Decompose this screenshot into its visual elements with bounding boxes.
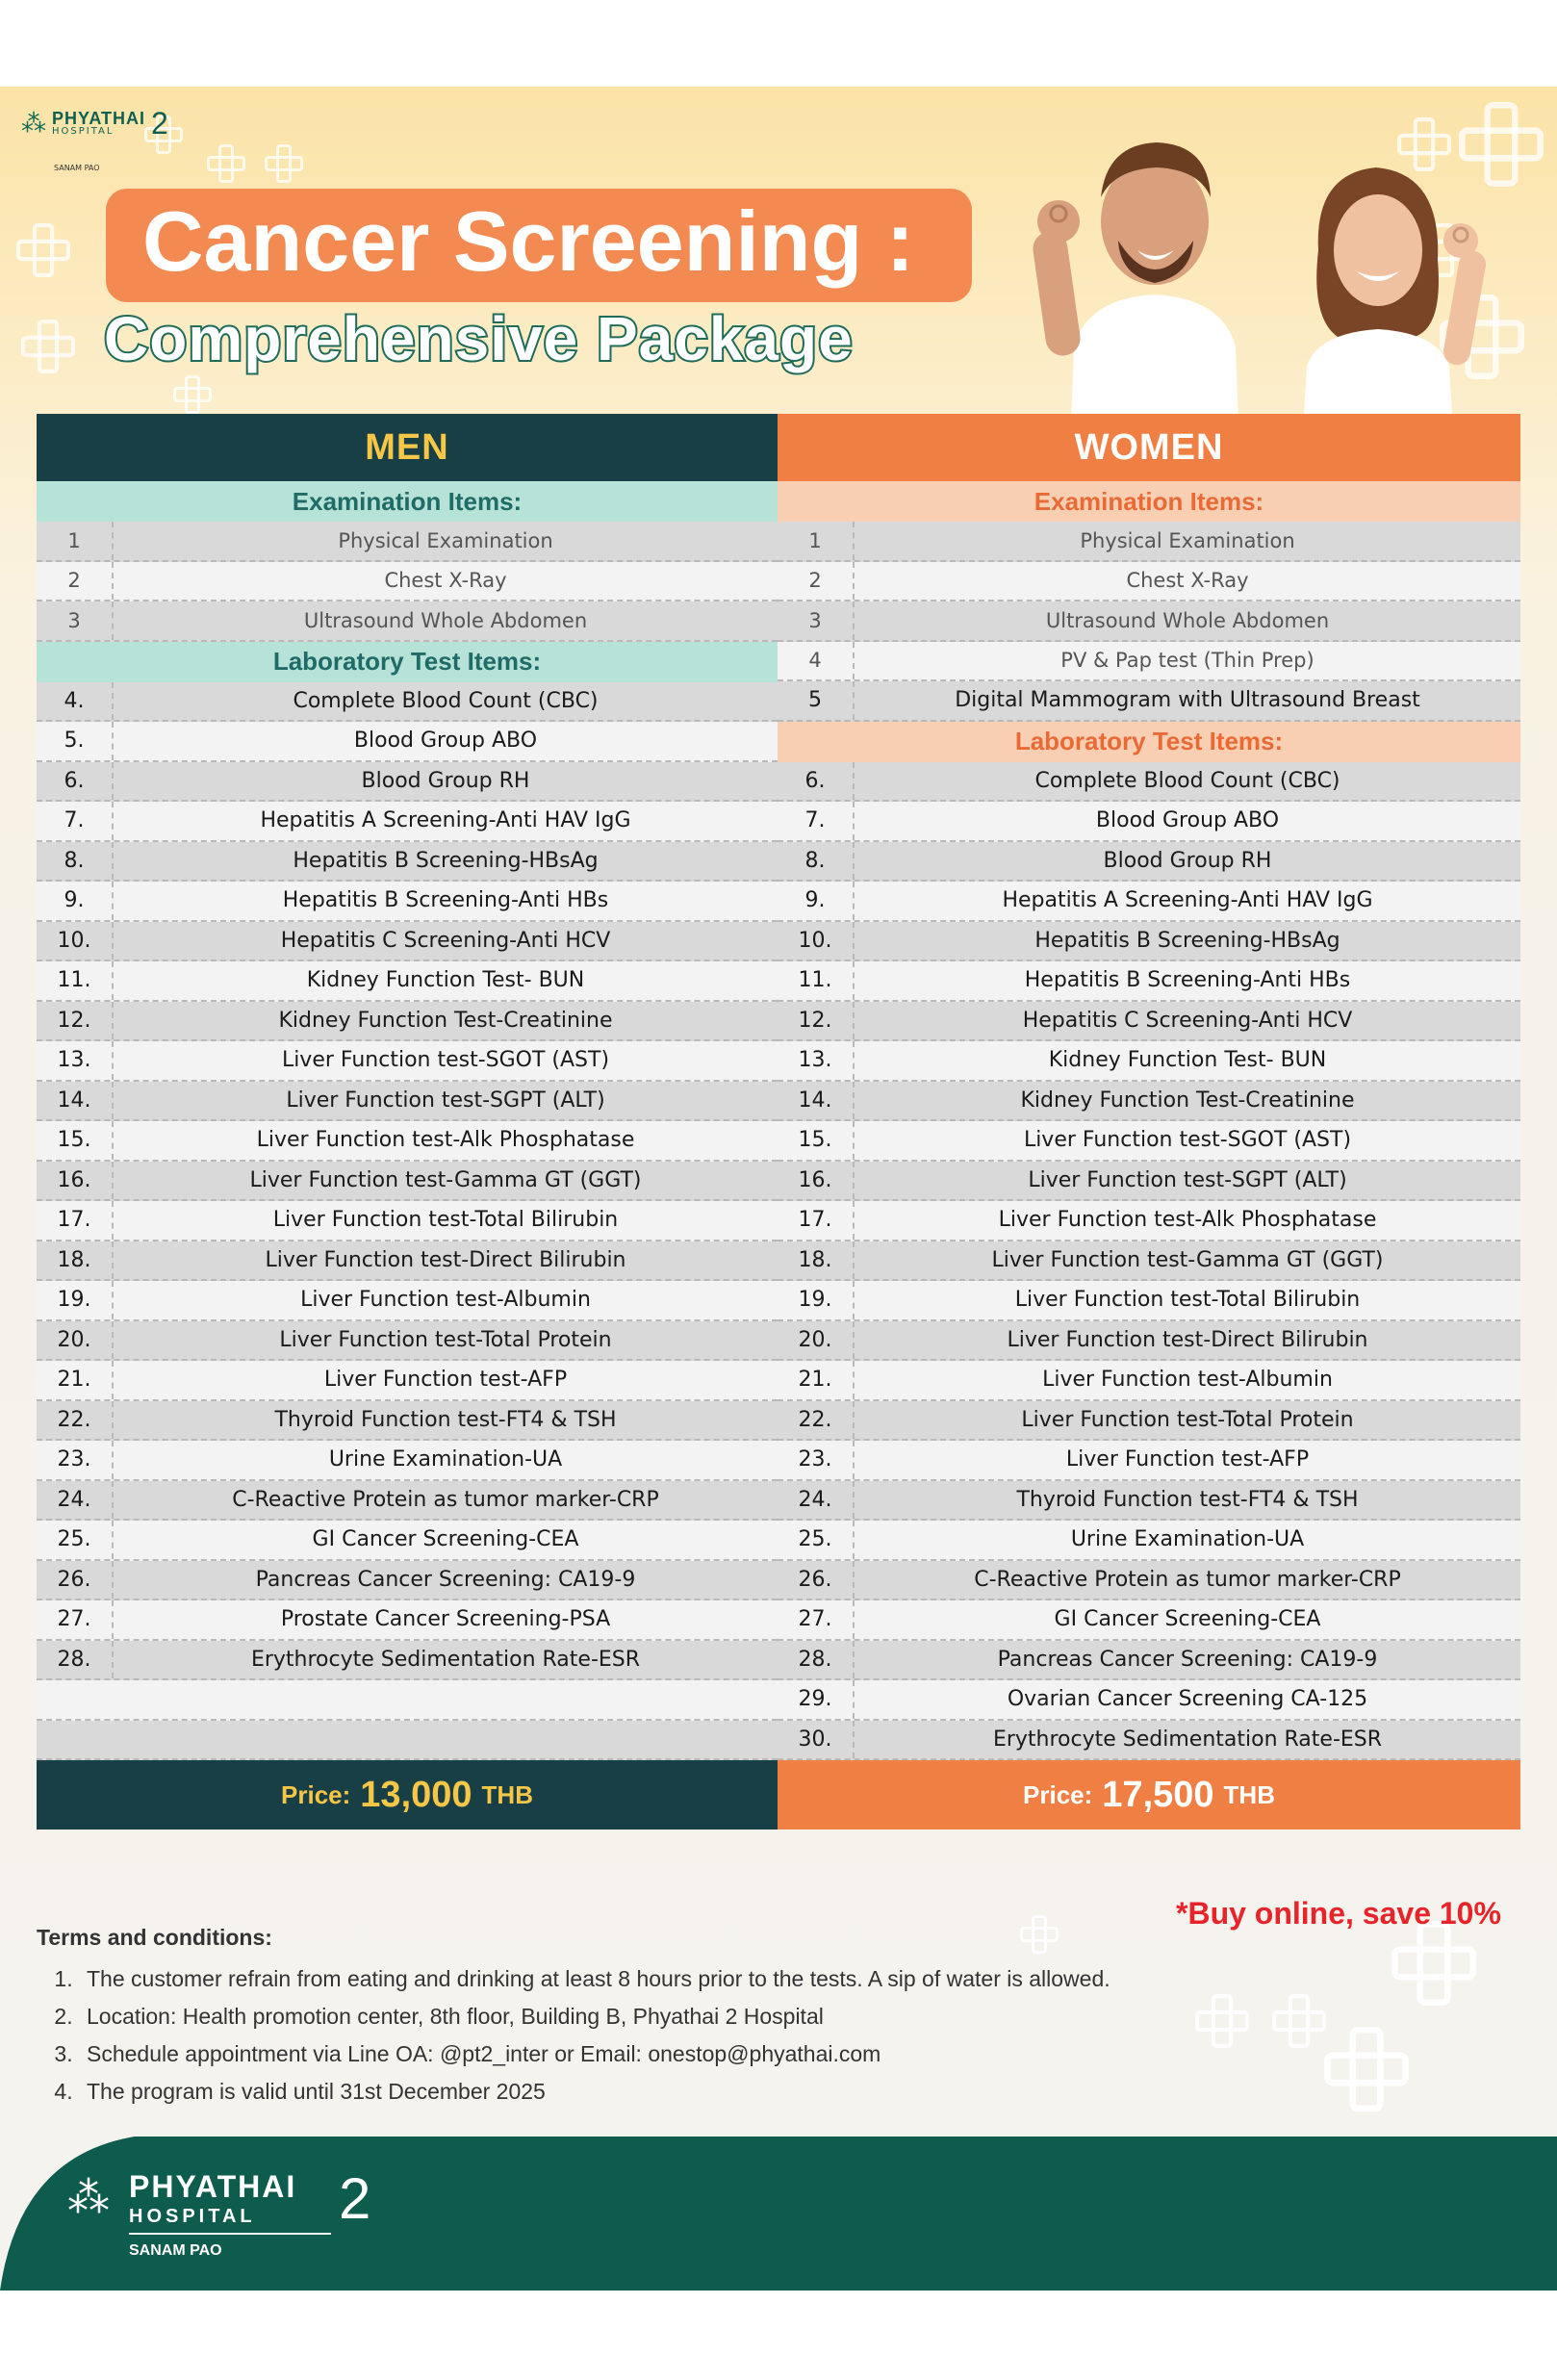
table-row: 1 Physical Examination: [37, 522, 778, 562]
table-row: 17. Liver Function test-Total Bilirubin: [37, 1201, 778, 1241]
table-row: 18. Liver Function test-Direct Bilirubin: [37, 1241, 778, 1282]
page-title: Cancer Screening :: [142, 193, 915, 289]
medical-cross-icon: [1391, 1921, 1476, 2006]
table-row: 12. Hepatitis C Screening-Anti HCV: [778, 1002, 1520, 1042]
men-column: [37, 414, 778, 1830]
list-item: 1. The customer refrain from eating and drinking at least 8 hours prior to the tests. A sip of water is allowed.: [79, 1960, 1384, 1998]
women-column: [778, 414, 1520, 1830]
list-item: 3. Schedule appointment via Line OA: @pt2_inter or Email: onestop@phyathai.com: [79, 2035, 1384, 2073]
terms-section: [37, 1925, 1384, 2111]
table-row: 2 Chest X-Ray: [778, 562, 1520, 602]
table-row: 6. Blood Group RH: [37, 762, 778, 803]
table-row: 24. C-Reactive Protein as tumor marker-CRP: [37, 1481, 778, 1522]
table-row: 15. Liver Function test-Alk Phosphatase: [37, 1121, 778, 1162]
medical-cross-icon: [207, 144, 245, 183]
table-row: 27. Prostate Cancer Screening-PSA: [37, 1600, 778, 1641]
divider: [129, 2233, 331, 2235]
table-row: 20. Liver Function test-Total Protein: [37, 1321, 778, 1362]
price-value: 17,500: [1102, 1774, 1214, 1815]
men-price: [37, 1760, 778, 1830]
table-row: 16. Liver Function test-Gamma GT (GGT): [37, 1162, 778, 1202]
medical-cross-icon: [265, 144, 303, 183]
table-row: 25. Urine Examination-UA: [778, 1521, 1520, 1561]
table-row: 3 Ultrasound Whole Abdomen: [37, 601, 778, 642]
table-row: 22. Liver Function test-Total Protein: [778, 1401, 1520, 1442]
phyathai-logo-icon: ⁂: [21, 109, 46, 139]
list-item: 4. The program is valid until 31st December 2025: [79, 2073, 1384, 2111]
price-currency: THB: [481, 1779, 533, 1809]
footer-brand-name: PHYATHAI: [129, 2169, 297, 2204]
table-row: 4. Complete Blood Count (CBC): [37, 682, 778, 723]
footer-brand-number: 2: [339, 2166, 371, 2231]
table-row: 15. Liver Function test-SGOT (AST): [778, 1121, 1520, 1162]
brand-branch: SANAM PAO: [54, 164, 100, 172]
table-row: 20. Liver Function test-Direct Bilirubin: [778, 1321, 1520, 1362]
table-row: 24. Thyroid Function test-FT4 & TSH: [778, 1481, 1520, 1522]
women-exam-list: [778, 522, 1520, 722]
men-exam-list: [37, 522, 778, 642]
table-row: 8. Hepatitis B Screening-HBsAg: [37, 842, 778, 883]
table-row: 9. Hepatitis B Screening-Anti HBs: [37, 882, 778, 922]
footer-brand-branch: SANAM PAO: [129, 2242, 222, 2259]
table-row: 19. Liver Function test-Albumin: [37, 1281, 778, 1321]
medical-cross-icon: [173, 375, 212, 414]
list-item: 2. Location: Health promotion center, 8th floor, Building B, Phyathai 2 Hospital: [79, 1998, 1384, 2035]
table-row: 17. Liver Function test-Alk Phosphatase: [778, 1201, 1520, 1241]
header-logo: [21, 106, 168, 172]
table-row: 25. GI Cancer Screening-CEA: [37, 1521, 778, 1561]
empty-row: [37, 1721, 778, 1761]
table-row: 12. Kidney Function Test-Creatinine: [37, 1002, 778, 1042]
table-row: 14. Liver Function test-SGPT (ALT): [37, 1082, 778, 1122]
table-row: 26. Pancreas Cancer Screening: CA19-9: [37, 1561, 778, 1601]
table-row: 26. C-Reactive Protein as tumor marker-CRP: [778, 1561, 1520, 1601]
table-row: 1 Physical Examination: [778, 522, 1520, 562]
promo-text: *Buy online, save 10%: [1176, 1896, 1501, 1931]
table-row: 3 Ultrasound Whole Abdomen: [778, 601, 1520, 642]
price-label: Price:: [1023, 1779, 1093, 1809]
table-row: 23. Urine Examination-UA: [37, 1441, 778, 1481]
women-lab-heading: Laboratory Test Items:: [778, 722, 1520, 762]
table-row: 28. Erythrocyte Sedimentation Rate-ESR: [37, 1641, 778, 1681]
empty-row: [37, 1680, 778, 1721]
table-row: 4 PV & Pap test (Thin Prep): [778, 642, 1520, 682]
table-row: 9. Hepatitis A Screening-Anti HAV IgG: [778, 882, 1520, 922]
women-exam-heading: Examination Items:: [778, 481, 1520, 522]
table-row: 5 Digital Mammogram with Ultrasound Breast: [778, 681, 1520, 722]
table-row: 6. Complete Blood Count (CBC): [778, 762, 1520, 803]
table-row: 18. Liver Function test-Gamma GT (GGT): [778, 1241, 1520, 1282]
poster: [0, 87, 1557, 2290]
table-row: 28. Pancreas Cancer Screening: CA19-9: [778, 1641, 1520, 1681]
table-row: 30. Erythrocyte Sedimentation Rate-ESR: [778, 1721, 1520, 1761]
table-row: 19. Liver Function test-Total Bilirubin: [778, 1281, 1520, 1321]
men-exam-heading: Examination Items:: [37, 481, 778, 522]
table-row: 2 Chest X-Ray: [37, 562, 778, 602]
table-row: 27. GI Cancer Screening-CEA: [778, 1600, 1520, 1641]
table-row: 7. Blood Group ABO: [778, 802, 1520, 842]
women-heading: WOMEN: [778, 414, 1520, 481]
table-row: 8. Blood Group RH: [778, 842, 1520, 883]
table-row: 16. Liver Function test-SGPT (ALT): [778, 1162, 1520, 1202]
phyathai-logo-icon: ⁂: [67, 2173, 110, 2222]
table-row: 7. Hepatitis A Screening-Anti HAV IgG: [37, 802, 778, 842]
table-row: 11. Hepatitis B Screening-Anti HBs: [778, 961, 1520, 1002]
table-row: 14. Kidney Function Test-Creatinine: [778, 1082, 1520, 1122]
page-subtitle: Comprehensive Package: [104, 304, 854, 373]
table-row: 13. Liver Function test-SGOT (AST): [37, 1041, 778, 1082]
table-row: 5. Blood Group ABO: [37, 722, 778, 762]
brand-hospital: HOSPITAL: [52, 126, 115, 137]
table-row: 13. Kidney Function Test- BUN: [778, 1041, 1520, 1082]
price-label: Price:: [281, 1779, 351, 1809]
men-lab-list: [37, 682, 778, 1681]
women-price: [778, 1760, 1520, 1830]
medical-cross-icon: [21, 320, 75, 373]
table-row: 22. Thyroid Function test-FT4 & TSH: [37, 1401, 778, 1442]
table-row: 10. Hepatitis C Screening-Anti HCV: [37, 922, 778, 962]
table-row: 29. Ovarian Cancer Screening CA-125: [778, 1680, 1520, 1721]
table-row: 23. Liver Function test-AFP: [778, 1441, 1520, 1481]
medical-cross-icon: [16, 223, 70, 277]
men-lab-heading: Laboratory Test Items:: [37, 642, 778, 682]
terms-list: [37, 1960, 1384, 2111]
price-value: 13,000: [360, 1774, 472, 1815]
table-row: 11. Kidney Function Test- BUN: [37, 961, 778, 1002]
table-row: 21. Liver Function test-Albumin: [778, 1361, 1520, 1401]
women-lab-list: [778, 762, 1520, 1761]
brand-number: 2: [151, 106, 168, 141]
price-currency: THB: [1223, 1779, 1275, 1809]
brand-name: PHYATHAI: [52, 109, 146, 128]
table-row: 10. Hepatitis B Screening-HBsAg: [778, 922, 1520, 962]
table-row: 21. Liver Function test-AFP: [37, 1361, 778, 1401]
footer-brand-hospital: HOSPITAL: [129, 2206, 256, 2227]
men-heading: MEN: [37, 414, 778, 481]
terms-heading: Terms and conditions:: [37, 1925, 272, 1950]
